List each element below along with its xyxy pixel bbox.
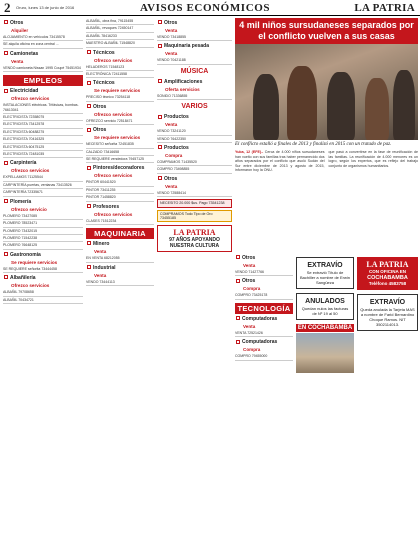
category-title: Pintores/decoradores <box>93 165 145 172</box>
classified-ad: VENDO camioneta Nissan 1995 Coupé 75451934 <box>3 66 83 72</box>
page-date: Oruro, lunes 13 de junio de 2016 <box>16 5 75 10</box>
classifieds-column-1 <box>3 18 83 544</box>
classified-ad: NECESITO señorita 72451835 <box>86 142 154 148</box>
category-title: Industrial <box>93 264 116 271</box>
category-subtitle: Se requiere servicios <box>94 88 141 94</box>
checkbox-icon <box>158 79 162 83</box>
photo-caption: El conflicto estalló a finales de 2013 y finalizó en 2015 con un tratado de paz. <box>235 142 392 147</box>
category-subtitle: Alquiler <box>11 28 29 33</box>
classified-ad: ALBAÑIL 70434721 <box>3 298 83 304</box>
category-title: Otros <box>93 103 107 110</box>
category-subtitle: Ofrezco servicios <box>11 168 50 174</box>
category-heading <box>86 127 154 141</box>
section-heading: MÚSICA <box>180 67 209 75</box>
classified-ad: ALBAÑIL, revoques 72450147 <box>86 26 154 32</box>
category-title: Otros <box>93 127 107 134</box>
classified-ad: VENDO 73418855 <box>157 35 232 41</box>
category-subtitle: Venta <box>165 28 178 33</box>
classified-ad: ALBAÑIL 78416233 <box>86 34 154 40</box>
classified-ad: SE REQUIERE vendedora 79457125 <box>86 157 154 163</box>
extravio-title: EXTRAVÍO <box>307 262 343 269</box>
classified-ad: ELECTRICISTA 72481035 <box>3 152 83 158</box>
anulados-text: Quedan nulos las facturas de Nº 19 al 50 <box>301 306 349 316</box>
classified-ad: ELECTRICISTA 72358075 <box>3 115 83 121</box>
boxed-ad-gold: COMPRAMOS Todo Tipo de Oro 73455185 <box>157 210 232 223</box>
classified-ad: PRECISO técnico 73254118 <box>86 95 154 101</box>
extravio-text: Se extravió Título de Bachiller a nombre de Erwin Sangüeza <box>299 270 351 285</box>
article-dateline: Yuba, 12 (EFE).- <box>235 150 264 154</box>
section-banner: EMPLEOS <box>3 75 83 86</box>
checkbox-icon <box>4 51 8 55</box>
category-heading <box>86 265 154 279</box>
classified-ad: ELECTRICISTA 73412578 <box>3 122 83 128</box>
classified-ad: COMPRO 79455000 <box>235 354 293 360</box>
checkbox-icon <box>4 252 8 256</box>
office-ad-line1: CON OFICINA EN <box>368 269 407 274</box>
col3-blocks <box>157 20 232 197</box>
category-subtitle: Se requiere servicios <box>11 259 58 265</box>
cochabamba-photo <box>296 333 354 373</box>
classified-ad: COMPRO 73498855 <box>157 167 232 173</box>
section-title: AVISOS ECONÓMICOS <box>140 2 271 14</box>
article-col-left <box>235 150 325 173</box>
article-col-right: que pasó a convertirse en la fase de reunificación de las familias. La reunificación de 4.000 menores es un logro, según los expertos, que es reflejo del trabajo conjunto de organismos humanitarios. <box>328 150 418 168</box>
section-heading: VARIOS <box>181 103 208 111</box>
checkbox-icon <box>158 176 162 180</box>
category-heading <box>157 176 232 190</box>
category-heading <box>86 204 154 218</box>
office-ad-phone: Teléfono 4583758 <box>368 281 407 286</box>
classified-ad: VENDO 71427766 <box>235 270 293 276</box>
category-subtitle: Compra <box>165 153 183 159</box>
checkbox-icon <box>87 204 91 208</box>
category-subtitle: Compra <box>243 347 261 353</box>
ads-subcolumn-1 <box>235 253 293 544</box>
lower-ads <box>235 253 418 544</box>
checkbox-icon <box>87 50 91 54</box>
classified-ad: PLOMERO 76648125 <box>3 243 83 249</box>
ads-subcolumn-3 <box>357 253 418 544</box>
checkbox-icon <box>87 104 91 108</box>
category-title: Camionetas <box>10 50 39 57</box>
category-heading <box>157 114 232 128</box>
classified-ad: ELECTRICISTA 60488275 <box>3 130 83 136</box>
category-title: Minero <box>93 241 110 248</box>
promo-logo: LA PATRIA <box>173 228 216 238</box>
checkbox-icon <box>87 128 91 132</box>
category-title: Amplificaciones <box>164 78 203 85</box>
ads-subcolumn-2 <box>296 253 354 544</box>
classified-ad: ELECTRICISTA 60475125 <box>3 145 83 151</box>
article-photo <box>235 44 418 140</box>
checkbox-icon <box>87 265 91 269</box>
category-title: Otros <box>242 278 256 285</box>
category-heading <box>3 160 83 174</box>
classified-ad: COMPRO 73425178 <box>235 293 293 299</box>
category-title: Computadoras <box>242 315 278 322</box>
classified-ad: EN VENTA 68212055 <box>86 256 154 262</box>
classified-ad: PLOMERO 73427085 <box>3 214 83 220</box>
category-heading <box>3 20 83 34</box>
category-subtitle: Ofrezco servicios <box>11 283 50 289</box>
classified-ad: VENDO 72588414 <box>157 191 232 197</box>
category-title: Albañilería <box>10 275 36 282</box>
classified-ad: PINTOR 60441520 <box>86 180 154 186</box>
category-title: Computadoras <box>242 339 278 346</box>
checkbox-icon <box>236 255 240 259</box>
category-subtitle: Venta <box>165 122 178 128</box>
classified-ad: ALBAÑIL, obra fina, 79115455 <box>86 19 154 25</box>
category-title: Otros <box>10 20 24 26</box>
page-header <box>0 0 420 16</box>
checkbox-icon <box>4 20 8 24</box>
page-number: 2 <box>4 0 11 15</box>
classified-ad: ELECTRICISTA 70416325 <box>3 137 83 143</box>
category-heading <box>235 278 293 292</box>
category-heading <box>3 199 83 213</box>
news-and-ads-column <box>235 18 418 544</box>
classified-ad: OFREZCO servicio 72518471 <box>86 119 154 125</box>
category-heading <box>86 80 154 94</box>
classified-ad: SE alquila oficina en zona central ... <box>3 42 83 48</box>
extravio-notice-2 <box>357 294 418 331</box>
classifieds-column-3 <box>157 18 232 544</box>
category-subtitle: Ofrezco servicios <box>94 111 133 117</box>
category-heading <box>3 51 83 65</box>
category-heading <box>86 165 154 179</box>
category-heading <box>3 88 83 102</box>
category-title: Carpintería <box>10 160 37 167</box>
category-heading <box>3 252 83 266</box>
classified-ad: CLASES 71512234 <box>86 219 154 225</box>
category-subtitle: Ofrezco servicio <box>11 206 47 212</box>
category-subtitle: Se requiere servicios <box>94 135 141 141</box>
classified-ad: CALZADO 73416658 <box>86 150 154 156</box>
checkbox-icon <box>4 275 8 279</box>
category-title: Electricidad <box>10 88 39 95</box>
category-title: Profesores <box>93 203 120 210</box>
category-title: Otros <box>164 175 178 182</box>
category-subtitle: Compra <box>243 286 261 292</box>
category-subtitle: Venta <box>165 51 178 57</box>
category-subtitle: Oferta servicios <box>165 86 200 92</box>
classified-ad: CARPINTERÍA 72335671 <box>3 190 83 196</box>
checkbox-icon <box>87 81 91 85</box>
news-article <box>235 18 418 173</box>
anulados-notice <box>296 293 354 320</box>
checkbox-icon <box>158 44 162 48</box>
classified-ad: ELECTRÓNICA 72411558 <box>86 72 154 78</box>
category-subtitle: Venta <box>94 272 107 278</box>
category-heading <box>3 275 83 289</box>
classified-ad: EXPELLAMOS 71125544 <box>3 175 83 181</box>
category-title: Plomería <box>10 198 32 205</box>
classified-ad: PLOMERO 78523471 <box>3 221 83 227</box>
checkbox-icon <box>158 115 162 119</box>
promo-text: 97 AÑOS APOYANDO NUESTRA CULTURA <box>169 237 220 250</box>
category-subtitle: Venta <box>94 249 107 255</box>
category-title: Técnicos <box>93 80 115 87</box>
classified-ad: VENDO 70421188 <box>157 58 232 64</box>
checkbox-icon <box>236 316 240 320</box>
classified-ad: VENDO 73444113 <box>86 280 154 286</box>
category-heading <box>86 50 154 64</box>
classified-ad: HELADEROS 71548123 <box>86 65 154 71</box>
classified-ad: VENDO 76422350 <box>157 137 232 143</box>
category-heading <box>235 339 293 353</box>
classified-ad: PLOMERO 73432015 <box>3 229 83 235</box>
extravio2-title: EXTRAVÍO <box>369 299 406 306</box>
category-subtitle: Ofrezco servicios <box>94 173 133 179</box>
category-subtitle: Venta <box>165 183 178 189</box>
checkbox-icon <box>236 340 240 344</box>
classified-ad: PINTOR 71458820 <box>86 195 154 201</box>
checkbox-icon <box>4 161 8 165</box>
category-heading <box>157 20 232 34</box>
cochabamba-label: EN COCHABAMBA <box>297 325 353 331</box>
classified-ad: PLOMERO 71542238 <box>3 236 83 242</box>
category-heading <box>86 104 154 118</box>
category-title: Gastronomía <box>10 251 41 258</box>
category-heading <box>157 145 232 159</box>
checkbox-icon <box>4 89 8 93</box>
category-heading <box>157 43 232 57</box>
classified-ad: VENDO 73241120 <box>157 129 232 135</box>
anulados-title: ANULADOS <box>305 298 345 305</box>
category-title: Maquinaria pesada <box>164 43 210 50</box>
category-title: Otros <box>164 20 178 26</box>
boxed-ad-loan: NECESITO 20.000 $us. Pago 73541238 <box>157 199 232 207</box>
classified-ad: CARPINTERÍA puertas, ventanas 73413526 <box>3 183 83 189</box>
category-title: Otros <box>242 255 256 261</box>
checkbox-icon <box>4 199 8 203</box>
la-patria-97-promo <box>157 225 232 252</box>
category-subtitle: Ofrezco servicios <box>94 211 133 217</box>
category-heading <box>235 316 293 330</box>
category-subtitle: Venta <box>243 323 256 329</box>
classified-ad: SE REQUIERE señorita 73444458 <box>3 267 83 273</box>
office-ad-city: COCHABAMBA <box>367 275 408 281</box>
extravio-notice <box>296 257 354 289</box>
classified-ad: ALBAÑIL 79708658 <box>3 290 83 296</box>
extravio2-text: Queda anulada la Tarjeta MAS a nombre de Farid Bernardino Choque Ramos. NIT 3502114013. <box>360 307 415 327</box>
category-title: Productos <box>164 114 189 121</box>
checkbox-icon <box>158 145 162 149</box>
article-body <box>235 150 418 173</box>
classified-ad: COMPRAMOS 71435520 <box>157 160 232 166</box>
classified-ad: SONIDO 71336855 <box>157 94 232 100</box>
newspaper-logo: LA PATRIA <box>354 2 415 14</box>
article-text-left: Cerca de 4.000 niños sursudaneses han vuelto con sus familias tras haber permanecido dos años separados por el conflicto que asoló Sudán del Sur entre diciembre de 2013 y agosto de 2015, informaron hoy la ONU. <box>235 150 325 173</box>
classified-ad: ALOJAMIENTO en vehículos 73415578 <box>3 35 83 41</box>
classified-ad: VENTA 72521426 <box>235 331 293 337</box>
category-subtitle: Venta <box>11 58 24 64</box>
category-heading <box>157 79 232 93</box>
classified-ad: MAESTRO ALBAÑIL 71548820 <box>86 41 154 47</box>
checkbox-icon <box>87 241 91 245</box>
office-ad-logo: LA PATRIA <box>366 260 409 269</box>
article-headline: 4 mil niños sursudaneses separados por el conflicto vuelven a sus casas <box>235 18 418 44</box>
checkbox-icon <box>87 166 91 170</box>
classified-ad: PINTOR 73411235 <box>86 188 154 194</box>
category-title: Técnicos <box>93 49 115 56</box>
classified-ad: INSTALACIONES eléctricas. Trifásicas, bombas. 76613041 <box>3 103 83 114</box>
category-subtitle: Ofrezco servicios <box>11 96 50 102</box>
classifieds-column-2 <box>86 18 154 544</box>
section-banner: MAQUINARIA <box>86 228 154 239</box>
category-heading <box>86 241 154 255</box>
category-title: Productos <box>164 145 189 152</box>
category-subtitle: Ofrezco servicios <box>94 57 133 63</box>
checkbox-icon <box>158 20 162 24</box>
la-patria-office-ad <box>357 257 418 290</box>
category-heading <box>235 255 293 269</box>
checkbox-icon <box>236 279 240 283</box>
section-banner: TECNOLOGÍA <box>235 303 293 314</box>
category-subtitle: Venta <box>243 263 256 268</box>
adcol1-blocks <box>235 255 293 361</box>
